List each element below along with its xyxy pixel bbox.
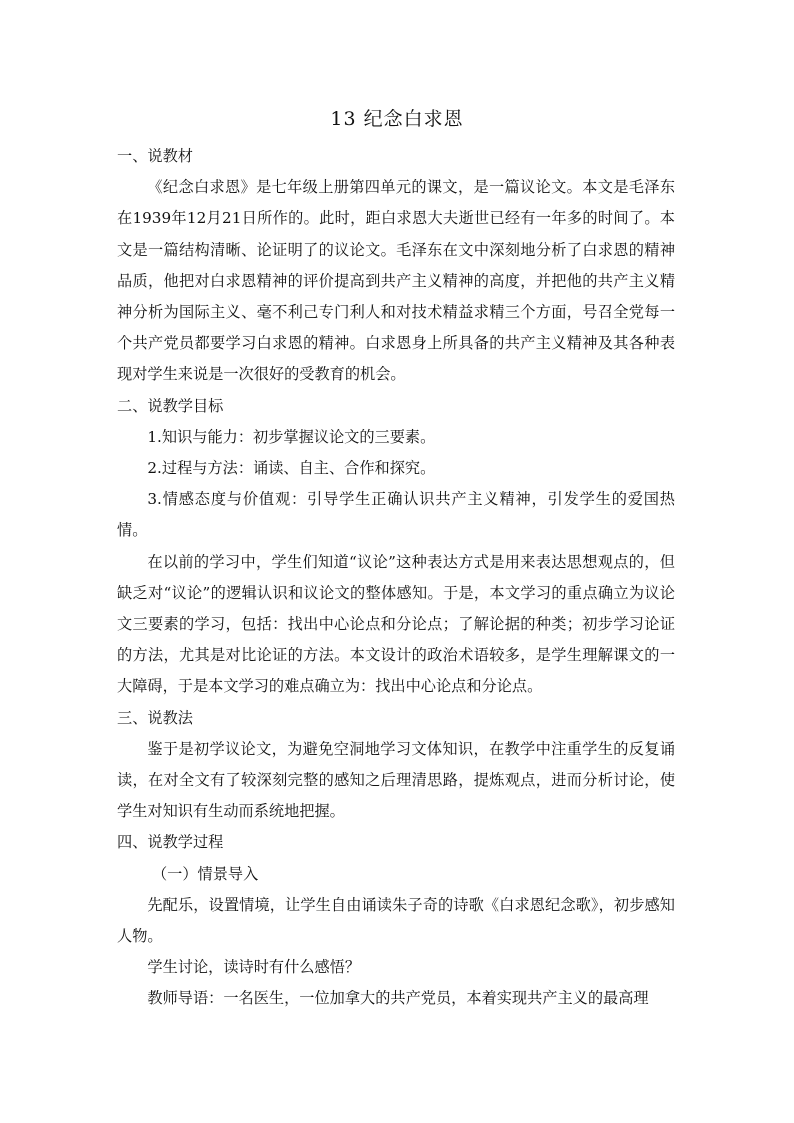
section-heading-textbook: 一、说教材 xyxy=(117,147,193,165)
section-heading-method: 三、说教法 xyxy=(117,708,193,727)
objective-attitude: 3.情感态度与价值观：引导学生正确认识共产主义精神，引发学生的爱国热情。 xyxy=(117,490,675,540)
section-heading-process: 四、说教学过程 xyxy=(117,833,224,852)
paragraph-textbook-intro: 《纪念白求恩》是七年级上册第四单元的课文，是一篇议论文。本文是毛泽东在1939年12月21日所作的。此时，距白求恩大夫逝世已经有一年多的时间了。本文是一篇结构清晰、论证明了的议论文。毛泽东在文中深刻地分析了白求恩的精神品质，他把对白求恩精神的评价提高到共产主义精神的高度，并把他的共产主义精神分析为国际主义、毫不利己专门利人和对技术精益求精三个方面，号召全党每一个共产党员都要学习白求恩的精神。白求恩身上所具备的共产主义精神及其各种表现对学生来说是一次很好的受教育的机会。 xyxy=(117,178,675,384)
paragraph-key-points: 在以前的学习中，学生们知道“议论”这种表达方式是用来表达思想观点的，但缺乏对“议论”的逻辑认识和议论文的整体感知。于是，本文学习的重点确立为议论文三要素的学习，包括：找出中心论点和分论点；了解论据的种类；初步学习论证的方法，尤其是对比论证的方法。本文设计的政治术语较多，是学生理解课文的一大障碍，于是本文学习的难点确立为：找出中心论点和分论点。 xyxy=(117,552,675,696)
section-heading-objectives: 二、说教学目标 xyxy=(117,396,224,415)
document-body xyxy=(117,141,675,1015)
paragraph-method: 鉴于是初学议论文，为避免空洞地学习文体知识，在教学中注重学生的反复诵读，在对全文有了较深刻完整的感知之后理清思路，提炼观点，进而分析讨论，使学生对知识有生动而系统地把握。 xyxy=(117,739,675,821)
objective-knowledge: 1.知识与能力：初步掌握议论文的三要素。 xyxy=(147,427,436,446)
paragraph-teacher-intro: 教师导语：一名医生，一位加拿大的共产党员，本着实现共产主义的最高理 xyxy=(147,989,649,1008)
subheading-scene-intro: （一）情景导入 xyxy=(151,864,259,883)
objective-process: 2.过程与方法：诵读、自主、合作和探究。 xyxy=(147,459,436,478)
document-title: 13 纪念白求恩 xyxy=(330,108,464,130)
paragraph-scene-setup: 先配乐，设置情境，让学生自由诵读朱子奇的诗歌《白求恩纪念歌》，初步感知人物。 xyxy=(117,895,675,946)
paragraph-discussion: 学生讨论，读诗时有什么感悟？ xyxy=(147,958,361,977)
